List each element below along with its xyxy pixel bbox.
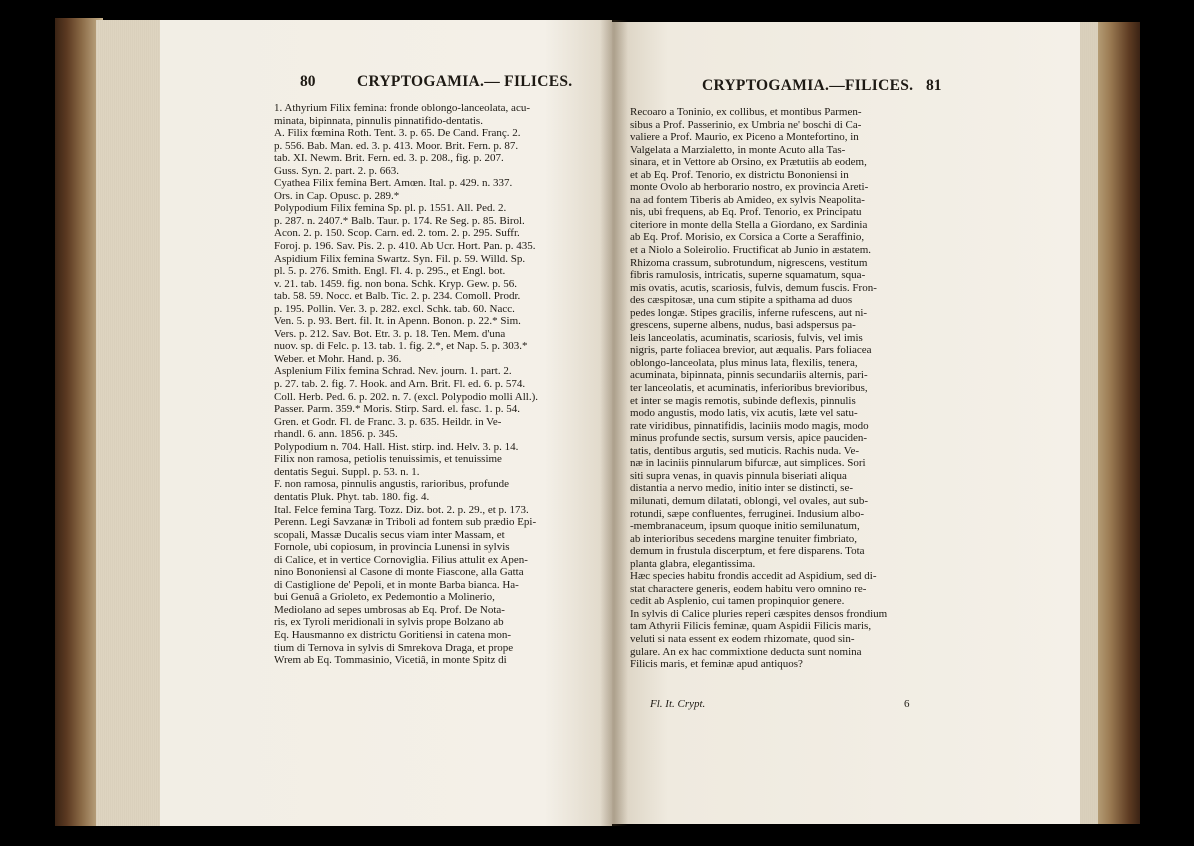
text-line: rotundi, sæpe confluentes, ferruginei. Indusium albo- [630, 507, 865, 520]
text-line: Hæc species habitu frondis accedit ad Aspidium, sed di- [630, 570, 877, 583]
text-line: minata, bipinnata, pinnulis pinnatifido-dentatis. [274, 114, 483, 127]
text-line: scopali, Massæ Ducalis secus viam inter Massam, et [274, 528, 505, 541]
page-number-left: 80 [300, 73, 316, 90]
text-line: pl. 5. p. 276. Smith. Engl. Fl. 4. p. 295., et Engl. bot. [274, 265, 506, 278]
text-line: acuminata, bipinnata, pinnis secundariis alternis, pari- [630, 369, 868, 382]
right-page-text [630, 106, 972, 671]
text-line: 1. Athyrium Filix femina: fronde oblongo-lanceolata, acu- [274, 102, 530, 114]
text-line: et a Niolo a Soleirolio. Fructificat ab Junio in æstatem. [630, 244, 872, 257]
text-line: cedit ab Asplenio, cui tamen propinquior genere. [630, 595, 845, 608]
book-gutter [600, 20, 628, 826]
text-line: -membranaceum, ipsum quoque initio semilunatum, [630, 520, 860, 533]
text-line: oblongo-lanceolata, plus minus lata, flexilis, tenera, [630, 356, 858, 369]
text-line: rhandl. 6. ann. 1856. p. 345. [274, 428, 398, 441]
page-stack-right [1078, 22, 1098, 824]
text-line: leis lanceolatis, acuminatis, scariosis, fulvis, vel imis [630, 331, 863, 344]
text-line: Wrem ab Eq. Tommasinio, Vicetiâ, in monte Spitz di [274, 654, 507, 667]
text-line: dentatis Segui. Suppl. p. 53. n. 1. [274, 465, 420, 478]
text-line: mis ovatis, acutis, scariosis, fulvis, demum fuscis. Fron- [630, 281, 877, 294]
left-page [160, 20, 612, 826]
text-line: Rhizoma crassum, subrotundum, nigrescens, vestitum [630, 256, 868, 269]
text-line: valiere a Prof. Maurio, ex Piceno a Montefortino, in [630, 131, 859, 144]
text-line: tatis, dentibus argutis, sed muticis. Rachis nuda. Ve- [630, 444, 860, 457]
text-line: ab Eq. Prof. Morisio, ex Corsica a Corte a Seraffinio, [630, 231, 865, 244]
text-line: nino Bononiensi al Casone di monte Fiascone, alla Gatta [274, 566, 524, 579]
text-line: ter lanceolatis, et acuminatis, inferioribus brevioribus, [630, 382, 868, 395]
text-line: Guss. Syn. 2. part. 2. p. 663. [274, 164, 399, 177]
text-line: p. 287. n. 2407.* Balb. Taur. p. 174. Re Seg. p. 85. Birol. [274, 214, 525, 227]
text-line: sinara, et in Vettore ab Orsino, ex Prætutiis ab eodem, [630, 156, 867, 169]
text-line: Acon. 2. p. 150. Scop. Carn. ed. 2. tom. 2. p. 295. Suffr. [274, 227, 520, 240]
text-line: grescens, superne albens, nudus, basi adspersus pa- [630, 319, 856, 332]
text-line: Weber. et Mohr. Hand. p. 36. [274, 352, 402, 365]
left-page-text [274, 102, 610, 667]
text-line: et inter se magis remotis, subinde deflexis, pinnulis [630, 394, 856, 407]
text-line: tab. 58. 59. Nocc. et Balb. Tic. 2. p. 234. Comoll. Prodr. [274, 290, 521, 303]
text-line: tium di Ternova in sylvis di Smrekova Draga, et prope [274, 641, 514, 654]
running-head-right: CRYPTOGAMIA.—FILICES. [702, 77, 914, 94]
text-line: rate viridibus, pinnatifidis, laciniis modo magis, modo [630, 419, 869, 432]
text-line: di Calice, et in vertice Cornoviglia. Filius attulit ex Apen- [274, 553, 528, 566]
text-line: stat charactere generis, eodem habitu vero omnino re- [630, 582, 867, 595]
text-line: Eq. Hausmanno ex districtu Goritiensi in catena mon- [274, 628, 512, 641]
text-line: modo angustis, modo latis, vix acutis, læte vel satu- [630, 407, 858, 420]
text-line: demum in frustula discerptum, et fere disparens. Tota [630, 545, 865, 558]
text-line: nigris, parte foliacea brevior, aut æqualis. Pars foliacea [630, 344, 872, 357]
text-line: Ven. 5. p. 93. Bert. fil. It. in Apenn. Bonon. p. 22.* Sim. [274, 315, 521, 328]
text-line: p. 556. Bab. Man. ed. 3. p. 413. Moor. Brit. Fern. p. 87. [274, 139, 519, 152]
text-line: veluti si nata essent ex eodem rhizomate, quod sin- [630, 632, 855, 645]
text-line: ris, ex Tyroli meridionali in sylvis prope Bolzano ab [274, 616, 504, 629]
text-line: Mediolano ad sepes umbrosas ab Eq. Prof. De Nota- [274, 603, 505, 616]
text-line: Polypodium Filix femina Sp. pl. p. 1551. All. Ped. 2. [274, 202, 507, 215]
text-line: Passer. Parm. 359.* Moris. Stirp. Sard. el. fasc. 1. p. 54. [274, 403, 520, 416]
text-line: F. non ramosa, pinnulis angustis, rarioribus, profunde [274, 478, 509, 491]
running-head-left: CRYPTOGAMIA.— FILICES. [357, 73, 573, 90]
text-line: nuov. sp. di Felc. p. 13. tab. 1. fig. 2.*, et Nap. 5. p. 303.* [274, 340, 528, 353]
text-line: Aspidium Filix femina Swartz. Syn. Fil. p. 59. Willd. Sp. [274, 252, 526, 265]
text-line: sibus a Prof. Passerinio, ex Umbria ne' boschi di Ca- [630, 118, 862, 131]
text-line: fibris ramulosis, intricatis, superne squamatum, squa- [630, 269, 866, 282]
text-line: Ital. Felce femina Targ. Tozz. Diz. bot. 2. p. 29., et p. 173. [274, 503, 529, 516]
footer-title: Fl. It. Crypt. [650, 698, 706, 710]
text-line: Foroj. p. 196. Sav. Pis. 2. p. 410. Ab Ucr. Hort. Pan. p. 435. [274, 240, 536, 253]
text-line: Gren. et Godr. Fl. de Franc. 3. p. 635. Heildr. in Ve- [274, 415, 502, 428]
text-line: p. 195. Pollin. Ver. 3. p. 282. excl. Schk. tab. 60. Nacc. [274, 302, 515, 315]
text-line: tam Athyrii Filicis feminæ, quam Aspidii Filicis maris, [630, 620, 872, 633]
text-line: Vers. p. 212. Sav. Bot. Etr. 3. p. 18. Ten. Mem. d'una [274, 327, 506, 340]
text-line: na ad fontem Tiberis ab Amideo, ex sylvis Neapolita- [630, 193, 865, 206]
text-line: distantia a nervo medio, initio inter se distincti, se- [630, 482, 854, 495]
text-line: Cyathea Filix femina Bert. Amœn. Ital. p. 429. n. 337. [274, 177, 513, 190]
text-line: Fornole, ubi copiosum, in provincia Lunensi in sylvis [274, 541, 510, 554]
text-line: In sylvis di Calice pluries reperi cæspites densos frondium [630, 607, 888, 620]
text-line: p. 27. tab. 2. fig. 7. Hook. and Arn. Brit. Fl. ed. 6. p. 574. [274, 378, 526, 391]
text-line: et ab Eq. Prof. Tenorio, ex districtu Bononiensi in [630, 168, 849, 181]
text-line: A. Filix fœmina Roth. Tent. 3. p. 65. De Cand. Franç. 2. [274, 127, 521, 140]
text-line: Polypodium n. 704. Hall. Hist. stirp. ind. Helv. 3. p. 14. [274, 440, 519, 453]
text-line: Valgelata a Marzialetto, in monte Acuto alla Tas- [630, 143, 846, 156]
text-line: milunati, demum dilatati, oblongi, vel ovales, aut sub- [630, 494, 868, 507]
text-line: planta glabra, elegantissima. [630, 557, 756, 570]
text-line: næ in laciniis pinnularum bifurcæ, aut simplices. Sori [630, 457, 866, 470]
text-line: pedes longæ. Stipes gracilis, inferne rufescens, aut ni- [630, 306, 868, 319]
text-line: di Castiglione de' Pepoli, et in monte Barba bianca. Ha- [274, 578, 519, 591]
text-line: Perenn. Legi Savzanæ in Triboli ad fontem sub prædio Epi- [274, 516, 537, 529]
page-stack-left [96, 20, 162, 826]
text-line: monte Ovolo ab herborario nostro, ex provincia Areti- [630, 181, 869, 194]
page-number-right: 81 [926, 77, 942, 94]
text-line: Filix non ramosa, petiolis tenuissimis, et tenuissime [274, 453, 502, 466]
text-line: Recoaro a Toninio, ex collibus, et montibus Parmen- [630, 106, 862, 118]
signature-mark: 6 [904, 698, 910, 710]
text-line: citeriore in monte della Stella a Giordano, ex Sardinia [630, 218, 868, 231]
text-line: Filicis maris, et feminæ apud antiquos? [630, 658, 803, 671]
text-line: Asplenium Filix femina Schrad. Nev. journ. 1. part. 2. [274, 365, 512, 378]
text-line: bui Genuâ a Grioleto, ex Pedemontio a Molinerio, [274, 591, 495, 604]
text-line: v. 21. tab. 1459. fig. non bona. Schk. Kryp. Gew. p. 56. [274, 277, 517, 290]
text-line: des cæspitosæ, una cum stipite a spithama ad duos [630, 294, 853, 307]
text-line: dentatis Pluk. Phyt. tab. 180. fig. 4. [274, 490, 430, 503]
text-line: Ors. in Cap. Opusc. p. 289.* [274, 189, 400, 202]
text-line: minus profunde sectis, sursum versis, apice pauciden- [630, 432, 868, 445]
text-line: nis, ubi frequens, ab Eq. Prof. Tenorio, ex Principatu [630, 206, 862, 219]
text-line: siti supra venas, in quavis pinnula biseriati aliqua [630, 469, 847, 482]
text-line: ab interioribus secedens margine tenuiter fimbriato, [630, 532, 858, 545]
text-line: Coll. Herb. Ped. 6. p. 202. n. 7. (excl. Polypodio molli All.). [274, 390, 538, 403]
text-line: gulare. An ex hac commixtione deducta sunt nomina [630, 645, 862, 658]
text-line: tab. XI. Newm. Brit. Fern. ed. 3. p. 208., fig. p. 207. [274, 152, 504, 165]
right-page [612, 22, 1080, 824]
